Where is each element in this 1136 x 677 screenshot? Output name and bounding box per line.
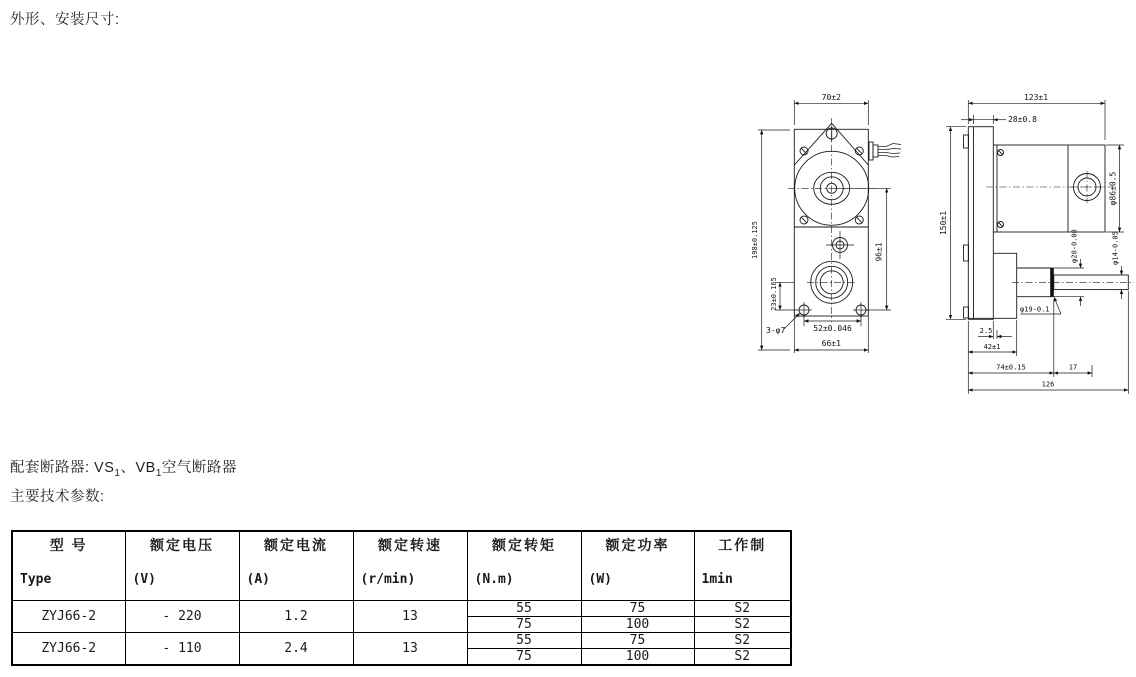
cell-power: 100 — [581, 617, 694, 633]
dim-side-17: 17 — [1068, 363, 1078, 372]
header-voltage-cn: 额定电压 — [150, 537, 214, 553]
table-row — [12, 601, 791, 617]
dim-front-height: 198±0.125 — [751, 221, 759, 259]
header-speed-cn: 额定转速 — [378, 537, 442, 553]
header-voltage-unit: (V) — [132, 572, 156, 587]
connector-leads — [869, 142, 901, 160]
header-duty — [694, 531, 791, 601]
dim-front-bolt-span: 52±0.046 — [813, 324, 852, 333]
cell-torque: 55 — [467, 633, 581, 649]
dim-side-collar: φ19-0.1 — [1020, 305, 1050, 314]
cell-duty: S2 — [694, 601, 791, 617]
header-current — [239, 531, 353, 601]
dim-side-total: 123±1 — [1023, 93, 1049, 102]
dim-front-offset: 23±0.165 — [770, 277, 778, 311]
dim-side-motor-dia: φ86±0.5 — [1108, 171, 1118, 206]
header-current-unit: (A) — [246, 572, 270, 587]
cell-duty: S2 — [694, 617, 791, 633]
cell-type: ZYJ66-2 — [12, 601, 125, 633]
table-header-row — [12, 531, 791, 601]
cell-torque: 75 — [467, 617, 581, 633]
header-type-unit: Type — [20, 572, 52, 587]
header-voltage — [125, 531, 239, 601]
breaker-note — [10, 456, 237, 479]
cell-power: 100 — [581, 649, 694, 666]
spec-table — [11, 530, 792, 666]
dim-side-126: 126 — [1041, 380, 1055, 389]
breaker-note-text: 配套断路器: VS — [10, 460, 115, 476]
dim-front-holes: 3-φ7 — [766, 326, 786, 335]
cell-torque: 55 — [467, 601, 581, 617]
cell-voltage: - 110 — [125, 633, 239, 666]
params-heading: 主要技术参数: — [10, 489, 105, 505]
header-speed-unit: (r/min) — [360, 572, 416, 587]
dim-side-flange: 28±0.8 — [1008, 115, 1037, 124]
header-power-unit: (W) — [588, 572, 612, 587]
cell-type: ZYJ66-2 — [12, 633, 125, 666]
side-view — [939, 93, 1134, 394]
breaker-sub-1: 1 — [114, 467, 121, 479]
cell-power: 75 — [581, 633, 694, 649]
dim-side-shaft1: φ20-0.08 — [1070, 229, 1079, 263]
header-torque — [467, 531, 581, 601]
cell-duty: S2 — [694, 633, 791, 649]
breaker-sub-2: 1 — [155, 467, 162, 479]
dim-side-height: 150±1 — [939, 210, 948, 236]
cell-speed: 13 — [353, 601, 467, 633]
cell-duty: S2 — [694, 649, 791, 666]
header-duty-cn: 工作制 — [718, 537, 767, 553]
dim-front-width-top: 70±2 — [821, 93, 841, 102]
front-view — [751, 93, 901, 353]
cell-current: 2.4 — [239, 633, 353, 666]
dim-side-step: 2.5 — [979, 327, 993, 335]
dim-side-42: 42±1 — [983, 343, 1001, 351]
cell-speed: 13 — [353, 633, 467, 666]
header-type — [12, 531, 125, 601]
header-type-cn: 型 号 — [49, 537, 88, 553]
cell-power: 75 — [581, 601, 694, 617]
header-torque-cn: 额定转矩 — [492, 537, 556, 553]
page-title: 外形、安装尺寸: — [10, 12, 120, 28]
header-duty-unit: 1min — [701, 572, 733, 587]
cell-voltage: - 220 — [125, 601, 239, 633]
header-power-cn: 额定功率 — [605, 537, 670, 553]
dim-side-74: 74±0.15 — [996, 363, 1026, 372]
header-speed — [353, 531, 467, 601]
breaker-note-text-2: 、VB — [120, 460, 156, 476]
table-row — [12, 633, 791, 649]
dim-front-right: 96±1 — [874, 242, 884, 262]
dim-side-shaft2: φ14-0.05 — [1111, 231, 1120, 265]
dimension-drawing — [730, 80, 1136, 400]
dim-front-width-bottom: 66±1 — [821, 339, 841, 348]
cell-torque: 75 — [467, 649, 581, 666]
header-current-cn: 额定电流 — [264, 537, 328, 553]
header-power — [581, 531, 694, 601]
header-torque-unit: (N.m) — [474, 572, 514, 587]
cell-current: 1.2 — [239, 601, 353, 633]
breaker-note-text-3: 空气断路器 — [161, 460, 237, 476]
